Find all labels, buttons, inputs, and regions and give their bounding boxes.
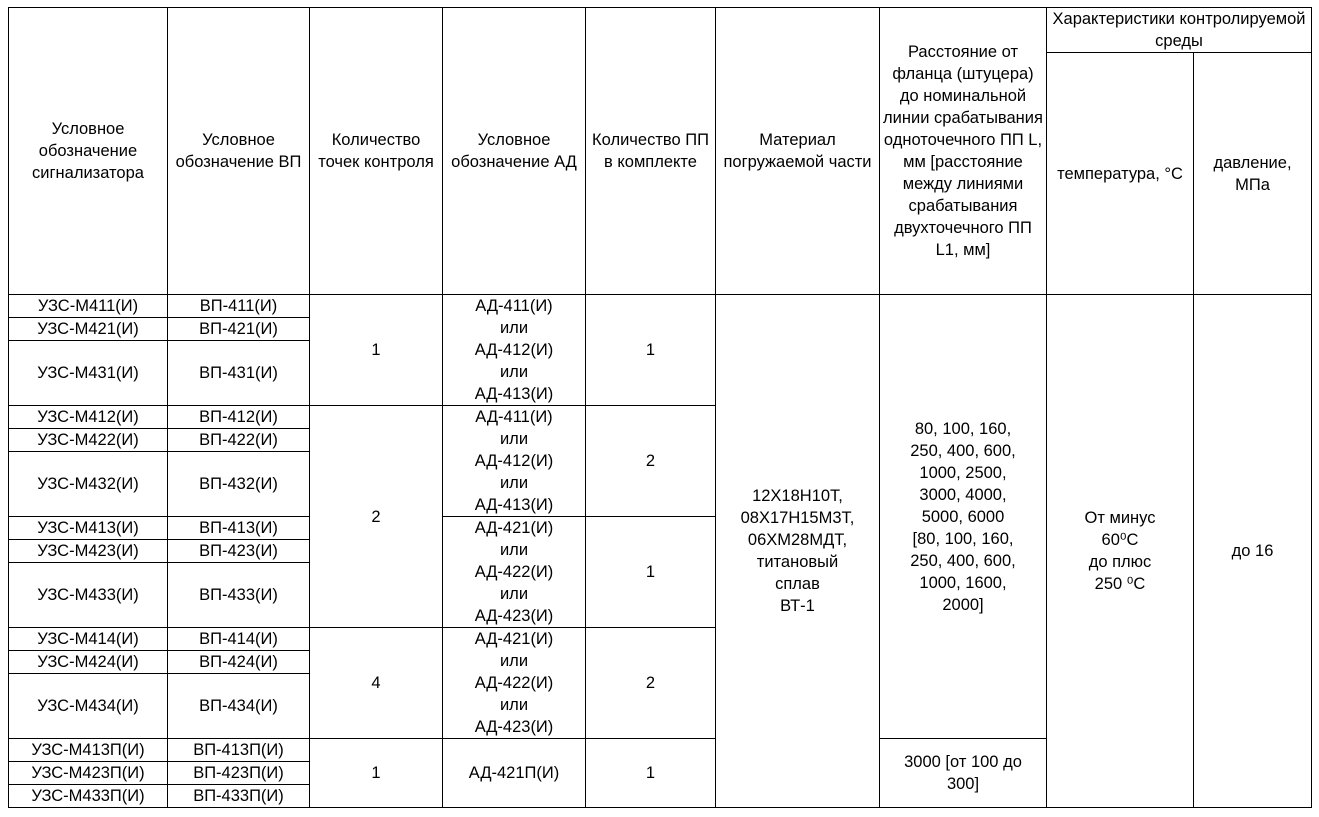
spec-table (8, 7, 1312, 808)
signalizer-cell: УЗС-М412(И) (9, 406, 168, 429)
points-cell: 1 (310, 295, 443, 406)
ad-line: АД-421(И) (474, 519, 554, 537)
distance-line: 5000, 6000 (921, 507, 1005, 526)
pp-count-cell: 2 (586, 406, 716, 517)
distance-line: 300] (946, 775, 980, 793)
ad-line: АД-422(И) (474, 674, 554, 692)
material-line: 08Х17Н15М3Т, (740, 509, 855, 527)
ad-line: или (499, 319, 529, 337)
header-signalizer: Условное обозначение сигнализатора (9, 8, 168, 295)
signalizer-cell: УЗС-М423П(И) (9, 762, 168, 785)
temperature-line: до плюс (1088, 553, 1152, 571)
points-cell: 4 (310, 628, 443, 739)
distance-line: 3000, 4000, (919, 485, 1007, 504)
header-ad: Условное обозначение АД (443, 8, 586, 295)
header-distance: Расстояние от фланца (штуцера) до номинальной линии срабатывания одноточечного ПП L, мм [расстояние между линиями срабатывания двухточечного ПП L1, мм] (880, 8, 1047, 295)
pp-count-cell: 1 (586, 517, 716, 628)
header-vp: Условное обозначение ВП (168, 8, 310, 295)
distance-line: 3000 [от 100 до (904, 753, 1022, 771)
ad-line: АД-411(И) (475, 408, 553, 426)
vp-cell: ВП-421(И) (168, 318, 310, 341)
signalizer-cell: УЗС-М413(И) (9, 517, 168, 540)
ad-line: АД-411(И) (475, 297, 553, 315)
signalizer-cell: УЗС-М414(И) (9, 628, 168, 651)
signalizer-cell: УЗС-М421(И) (9, 318, 168, 341)
vp-cell: ВП-424(И) (168, 651, 310, 674)
ad-cell (443, 406, 586, 517)
material-line: ВТ-1 (780, 597, 815, 615)
ad-cell (443, 739, 586, 808)
ad-line: или (499, 696, 529, 714)
ad-line: АД-412(И) (474, 452, 554, 470)
vp-cell: ВП-434(И) (168, 674, 310, 739)
ad-line: или (499, 541, 529, 559)
ad-cell (443, 295, 586, 406)
vp-cell: ВП-423П(И) (168, 762, 310, 785)
points-cell: 2 (310, 406, 443, 628)
header-pressure: давление, МПа (1194, 53, 1312, 295)
distance-cell-p (880, 739, 1047, 808)
ad-line: или (499, 363, 529, 381)
ad-line: АД-423(И) (474, 718, 554, 736)
header-pp-count: Количество ПП в комплекте (586, 8, 716, 295)
signalizer-cell: УЗС-М423(И) (9, 540, 168, 563)
ad-line: АД-413(И) (474, 385, 554, 403)
vp-cell: ВП-432(И) (168, 452, 310, 517)
signalizer-cell: УЗС-М411(И) (9, 295, 168, 318)
vp-cell: ВП-433П(И) (168, 785, 310, 808)
vp-cell: ВП-414(И) (168, 628, 310, 651)
material-line: 06ХМ28МДТ, (747, 531, 848, 549)
signalizer-cell: УЗС-М424(И) (9, 651, 168, 674)
ad-line: или (499, 652, 529, 670)
signalizer-cell: УЗС-М434(И) (9, 674, 168, 739)
ad-line: или (499, 474, 529, 492)
material-line: 12Х18Н10Т, (752, 487, 843, 505)
signalizer-cell: УЗС-М433П(И) (9, 785, 168, 808)
signalizer-cell: УЗС-М431(И) (9, 341, 168, 406)
vp-cell: ВП-433(И) (168, 563, 310, 628)
vp-cell: ВП-422(И) (168, 429, 310, 452)
vp-cell: ВП-423(И) (168, 540, 310, 563)
material-line: сплав (775, 575, 820, 593)
ad-line: АД-421П(И) (468, 764, 560, 782)
signalizer-cell: УЗС-М422(И) (9, 429, 168, 452)
distance-cell (880, 295, 1047, 739)
ad-line: АД-423(И) (474, 607, 554, 625)
header-material: Материал погружаемой части (716, 8, 880, 295)
header-temperature: температура, °C (1047, 53, 1194, 295)
temperature-line: 60⁰С (1101, 531, 1139, 549)
points-cell: 1 (310, 739, 443, 808)
vp-cell: ВП-411(И) (168, 295, 310, 318)
ad-line: или (499, 585, 529, 603)
signalizer-cell: УЗС-М413П(И) (9, 739, 168, 762)
vp-cell: ВП-413П(И) (168, 739, 310, 762)
material-line: титановый (756, 553, 839, 571)
pp-count-cell: 2 (586, 628, 716, 739)
ad-line: АД-422(И) (474, 563, 554, 581)
pp-count-cell: 1 (586, 739, 716, 808)
distance-line: [80, 100, 160, (912, 529, 1014, 548)
distance-line: 1000, 2500, (919, 463, 1007, 482)
vp-cell: ВП-412(И) (168, 406, 310, 429)
temperature-cell (1047, 295, 1194, 808)
ad-line: АД-412(И) (474, 341, 554, 359)
ad-line: АД-421(И) (474, 630, 554, 648)
distance-line: 1000, 1600, (919, 573, 1007, 592)
distance-line: 2000] (942, 595, 984, 614)
distance-line: 250, 400, 600, (910, 441, 1016, 460)
vp-cell: ВП-413(И) (168, 517, 310, 540)
signalizer-cell: УЗС-М432(И) (9, 452, 168, 517)
pressure-cell: до 16 (1194, 295, 1312, 808)
temperature-line: 250 ⁰С (1094, 575, 1146, 593)
distance-line: 80, 100, 160, (914, 419, 1012, 438)
header-points: Количество точек контроля (310, 8, 443, 295)
ad-line: АД-413(И) (474, 496, 554, 514)
ad-cell (443, 628, 586, 739)
material-cell (716, 295, 880, 808)
ad-line: или (499, 430, 529, 448)
pp-count-cell: 1 (586, 295, 716, 406)
vp-cell: ВП-431(И) (168, 341, 310, 406)
signalizer-cell: УЗС-М433(И) (9, 563, 168, 628)
temperature-line: От минус (1084, 509, 1156, 527)
distance-line: 250, 400, 600, (910, 551, 1016, 570)
header-medium: Характеристики контролируемой среды (1047, 8, 1312, 53)
ad-cell (443, 517, 586, 628)
